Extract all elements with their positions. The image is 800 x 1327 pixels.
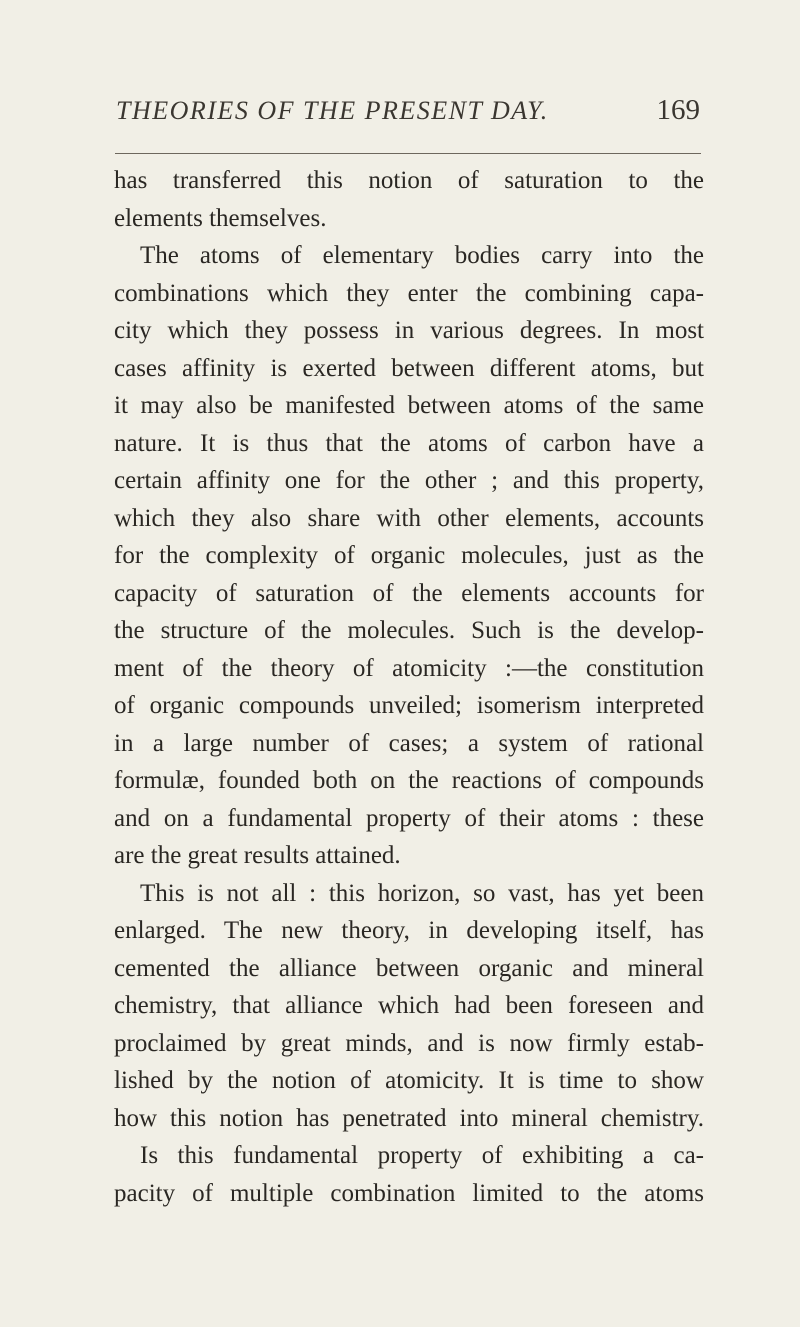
page-number: 169 [656, 94, 700, 126]
text-line: city which they possess in various degrees. In most [114, 317, 704, 344]
text-line: formulæ, founded both on the reactions of compounds [114, 767, 704, 794]
text-line: has transferred this notion of saturation to the [114, 167, 704, 194]
running-head [116, 96, 700, 136]
text-line: the structure of the molecules. Such is the develop- [114, 617, 704, 644]
text-line: for the complexity of organic molecules, just as the [114, 542, 704, 569]
text-line: proclaimed by great minds, and is now firmly estab- [114, 1029, 704, 1057]
text-line: and on a fundamental property of their atoms : these [114, 804, 704, 832]
text-line: in a large number of cases; a system of rational [114, 729, 704, 757]
text-line: nature. It is thus that the atoms of carbon have a [114, 429, 704, 457]
text-line: pacity of multiple combination limited to the atoms [114, 1179, 704, 1207]
text-line: This is not all : this horizon, so vast, has yet been [140, 879, 704, 907]
text-line: it may also be manifested between atoms of the same [114, 392, 704, 419]
text-line: elements themselves. [114, 204, 327, 232]
text-line: certain affinity one for the other ; and this property, [114, 467, 704, 494]
text-line: Is this fundamental property of exhibiting a ca- [140, 1142, 704, 1169]
text-line: which they also share with other elements, accounts [114, 504, 704, 532]
running-head-title: THEORIES OF THE PRESENT DAY. [116, 96, 549, 125]
text-line: how this notion has penetrated into mineral chemistry. [114, 1104, 704, 1132]
text-line: cases affinity is exerted between different atoms, but [114, 354, 704, 382]
body-text [114, 162, 704, 1212]
text-line: of organic compounds unveiled; isomerism interpreted [114, 692, 704, 719]
text-line: are the great results attained. [114, 842, 401, 869]
text-line: The atoms of elementary bodies carry into the [140, 242, 704, 269]
text-line: cemented the alliance between organic and mineral [114, 954, 704, 982]
text-line: lished by the notion of atomicity. It is time to show [114, 1067, 704, 1094]
text-line: capacity of saturation of the elements accounts for [114, 579, 704, 607]
text-line: chemistry, that alliance which had been foreseen and [114, 992, 704, 1019]
header-rule [115, 153, 701, 154]
text-line: ment of the theory of atomicity :—the constitution [114, 654, 704, 682]
text-line: enlarged. The new theory, in developing itself, has [114, 917, 704, 944]
text-line: combinations which they enter the combining capa- [114, 279, 704, 307]
